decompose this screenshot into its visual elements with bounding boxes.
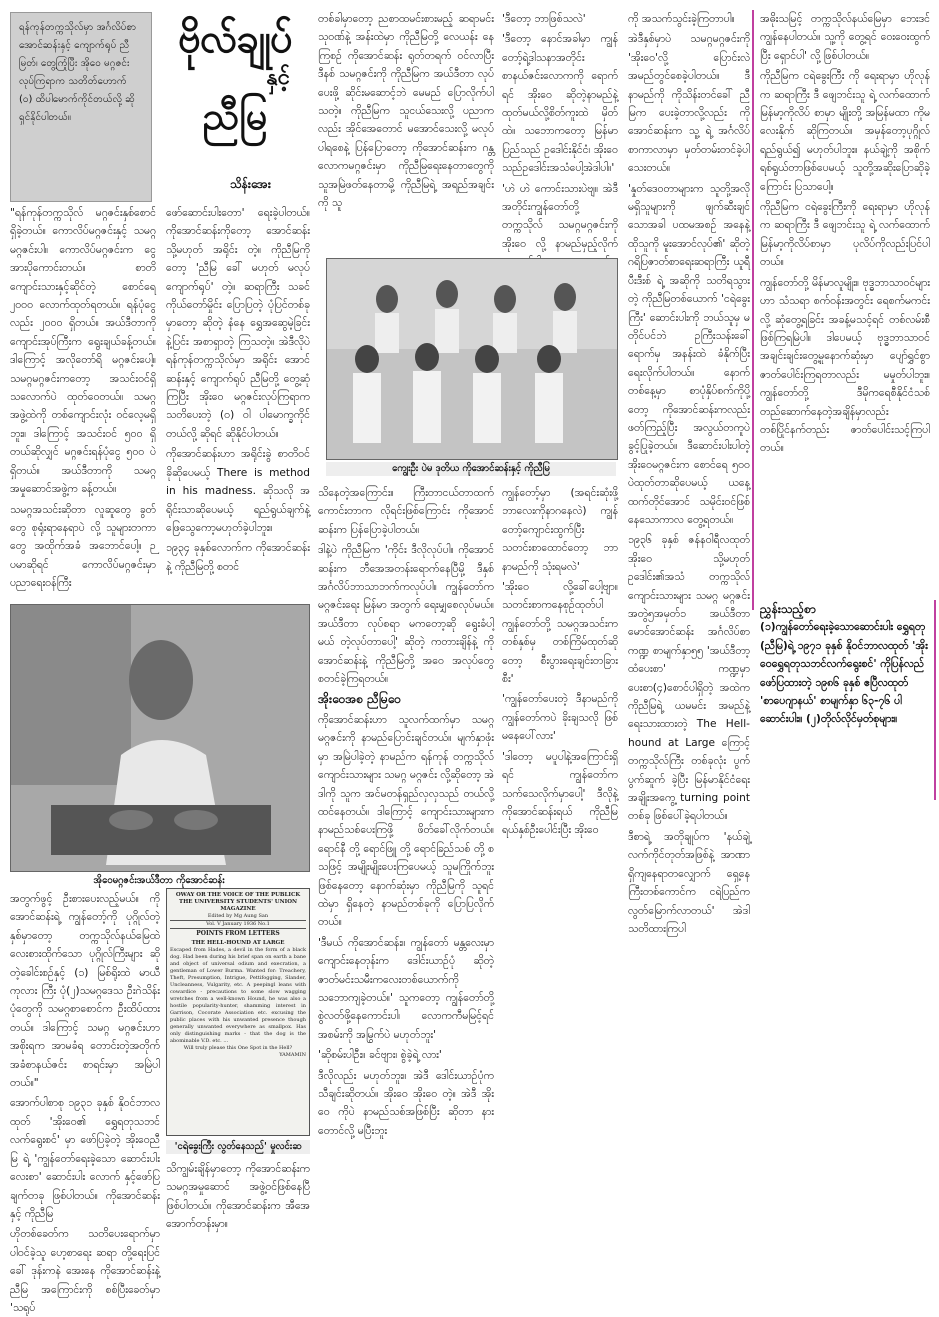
title-line-1: ဗိုလ်ချုပ် bbox=[178, 16, 292, 62]
paragraph: 'ဆိုစမ်းပါဦး။ ခင်ဗျား၊ စွဲခဲ့ရဲ့ လား' bbox=[318, 1049, 442, 1062]
column-1-top bbox=[10, 204, 156, 600]
clipping-header: OWAY OR THE VOICE OF THE PUBLICK THE UNIVERSITY STUDENTS' UNION MAGAZINE bbox=[175, 892, 301, 912]
paragraph: 'ကျွန်တော်ပေးတဲ့ ဒီနာမည်ကို ကျွန်တော်ကပဲ ခိုးချသလို ဖြစ်မနေပေါ်လား' bbox=[502, 693, 618, 743]
portrait-image bbox=[11, 605, 309, 871]
paragraph: သိနေတဲ့အကြောင်း။ ကြီးတာငယ်တာထက်ကောင်းတာက လိုရင်းဖြစ်ကြောင်း ကိုအောင်ဆန်းက ပြန်ပြောခဲ့ပါတယ်။ bbox=[318, 487, 494, 536]
paragraph: ကျွန်တော်တို့ မိန်မာလူမျိုး။ ဗုဒ္ဓဘာသာဝင်များဟာ သံသရာ စက်ဝန်းအတွင်း ရေစက်မကင်းလို့ ဆုံတွေ့ရခြင်း အခန့်မသင့်ရင် တစ်လမ်းစီ ဖြစ်ကြရမြဲပါ။ ဒါပေမယ့် ဗုဒ္ဓဘာသာဝင် အချင်းချင်းတွေ့မှုနောက်ဆုံးမှာ ပျော်ရွှင်စွာ ဇာတ်ပေါင်းကြရတာလည်း မမှုတ်ပါဘူး။ ကျွန်တော်တို့ ဒီမိုကရေစီနိုင်ငံသစ်တည်ဆောက်နေတဲ့အချိန်မှာလည်း တစ်ပြိုင်နက်တည်း ဇာတ်ပေါင်းသင့်ကြပါတယ်။ bbox=[760, 276, 930, 455]
article-title bbox=[160, 14, 310, 140]
paragraph: ကျွန်တော့်မှာ (အရင်းဆုံးဖို့ ဘာလေးကိုနာဂနေလဲ) ကျွန်တော့်ကျောင်းထွက်ပြီး သတင်းစာထောင်တော့ ဘာနာမည်ကို သုံးရမလဲ' bbox=[502, 487, 618, 573]
clipping-sign: YAMAMIN bbox=[279, 1052, 306, 1058]
paragraph: ၁၉၃၆ ခုနှစ် ဇန်နဝါရီလထုတ် အိုးဝေ သို့မဟုတ် ဥဒေါင်း၏အသံ တက္ကသိုလ်ကျောင်းသားများ သမဂ္ဂ မဂ္ဂဇင်းအတွဲ၅အမှတ်၁ အယ်ဒီတာ မောင်အောင်ဆန်း အင်္ဂလိပ်စာကဏ္ဍ စာမျက်နှာ၅၅ 'အယ်ဒီတာ့ထံပေးစာ' ကဏ္ဍမှာ ပေးစာ(၄)စောင်ပါရှိတဲ့ အထဲက ကိုညီမြရဲ့ ယမမင်း အမည်နဲ့ ရေးသားထားတဲ့ The Hell-hound at Large ကြောင့် တက္ကသိုလ်ကြီး တစ်ခုလုံး ပွက်ပွက်ဆူက် ခဲ့ပြီး မြန်မာနိုင်ငံရေး အချိုးအကွေ့ turning point တစ်ခု ဖြစ်ပေါ်ခဲ့ရပါတယ်။ bbox=[628, 534, 750, 823]
sources-heading: ညွှန်းသည့်စာ bbox=[760, 602, 816, 616]
clipping-vol: Vol. V January 1936 No.1 bbox=[170, 920, 306, 929]
paragraph: ကိုအောင်ဆန်းဟာ အရိုင်းခွဲ စာတိဝင်ခိုဆိုပေမယ့် There is method in his madness. ဆိုသလို အရိုင်းသာဆိုပေမယ့် ရည်ရွယ်ချက်နဲ့ ဖြေသွေကော့မဟုတ်ခဲ့ပါဘူး။ bbox=[166, 448, 310, 534]
column-4-bottom bbox=[502, 484, 618, 864]
paragraph: ဒီစာရဲ့ အတိုချုပ်က 'နယ်ချဲ့လက်ကိုင်တုတ်အဖြစ်နဲ့ အာဏာရှိကျနေရာတလျှောက် ရှေ့နေကြီးတစ်ကောင်က ငရဲပြည်က လွတ်မြောက်လာတယ်' အဲဒါ သတိထားကြပါ bbox=[628, 830, 750, 935]
paragraph: သိကျွမ်းချိန်မှာတော့ ကိုအောင်ဆန်းက သမဂ္ဂအမှုဆောင် အဖွဲ့ဝင်ဖြစ်နေပြီ ဖြစ်ပါတယ်။ ကိုအောင်ဆန်းက အီအေအောက်တန်းမှာ။ bbox=[166, 1163, 310, 1231]
photo-aung-san bbox=[10, 604, 310, 872]
column-3-bottom bbox=[318, 484, 494, 1260]
paragraph: ကိုအောင်ဆန်းဟာ သူလက်ထက်မှာ သမဂ္ဂမဂ္ဂဇင်းကို နာမည်ပြောင်းချင်တယ်။ မျက်နှာဖုံးမှာ အမြဲပါခဲ့တဲ့ နာမည်က ရန်ကုန် တက္ကသိုလ် ကျောင်းသားများ သမဂ္ဂ မဂ္ဂဇင်း လို့ဆိုတော့ အဲဒါကို သူက အင်မတန်ရှည်လှလှသည် တယ်လို့ ထင်နေတယ်။ ဒါကြောင့် ကျောင်းသားများက နာမည်သစ်ပေးကြဖို့ ဖိတ်ခေါ်လိုက်တယ်။ ရောင်နီ တို့ ရောင်ဖြူ တို့ ရောင်ခြည်သစ် တို့ စသဖြင့် အမျိုးမျိုးပေးကြပေမယ့် သူမကြိုက်ဘူးဖြစ်နေတော့ နောက်ဆုံးမှာ ကိုညီမြကို သူရင်ထဲမှာ ရှိနေတဲ့ နာမည်တစ်ခုကို ပြောပြလိုက်တယ်။ bbox=[318, 713, 494, 929]
column-4-top bbox=[502, 10, 618, 250]
paragraph: 'ဒီတော့ နောင်အခါမှာ ကျွန်တော့်ရဲ့ဒါသနာအတိုင်း စာနယ်ဇင်းလောကကို ရောက်ရင် အိုးဝေ ဆိုတဲ့နာမည်နဲ့ ထုတ်မယ်လို့စိတ်ကူးထဲ မှိတ်ထဲ။ သဘောကတော့ မြန်မာပြည်သည် ဥဒေါင်းနိုင်ငံ၊ အိုးဝေသည်ဥဒေါင်းအသံပေါ့အဲဒါပါ။' bbox=[502, 33, 618, 175]
column-5 bbox=[628, 10, 750, 935]
column-1-bottom bbox=[10, 890, 160, 1314]
paragraph: 'နှုတ်ဒေဝတာများက သူတို့အလိုမရှိသူများကို ဖျက်ဆီးချင်သောအခါ ပထမအစဉ် အနေနဲ့ ထိုသူကို မူးအောင်လုပ်၏' ဆိုတဲ့ ဂရိပြဇာတ်စာရေးဆရာကြီး ယူရီပီးဒီးစ် ရဲ့ အဆိုကို သတိရသွားတဲ့ ကိုညီမြတစ်ယောက် 'ငရဲခွေးကြီး' ဆောင်းပါးကို ဘယ်သူမှ မတိုင်ပင်ဘဲ ဥကြီးသန်းခေါ်ရောက်မှ အနန်းထဲ ခံနိုက်ပြီး ရေးလိုက်ပါတယ်။ နောက်တစ်နေ့မှာ စာပုံနှိပ်စက်ကိုပို့တော့ ကိုအောင်ဆန်းကလည်း ဖတ်ကြည့်ပြီး အလွယ်တကူပဲ ခွင့်ပြုခဲ့တယ်။ ဒီဆောင်းပါးပါတဲ့ အိုးဝေမဂ္ဂဇင်းက စောင်ရေ ၅၀၀ ပဲထုတ်တာဆိုပေမယ့် ယနေ့ထက်တိုင်အောင် သမိုင်းဝင်ဖြစ်နေသောကာလ တွေ့ရတယ်။ bbox=[628, 182, 750, 526]
paragraph: ကိုညီမြက ငရဲခွေးကြီး ကို ရေးရာမှာ ဟိုလုန်က ဆရာကြီး ဒီ ဖျေဘင်းသူ ရဲ့ လက်ထောက် မြန်မာ့ကိုလိပ် စာမှာ မျိုးတို့ အမြန်မထာ ကိုမလေးနိုက် ဆိုကြတယ်။ အမှန်တော့ပုဂ္ဂိုလ်ရည်ရွယ်၍ မဟုတ်ပါဘူး။ နယ်ချဲ့ကို အစိုက်ရစ်ရွယ်တာဖြစ်ပေမယ့် သူတို့အဆိုးပြောဆိုခဲ့ကြောင်း ပြသာပေါ့။ bbox=[760, 70, 930, 193]
group-photo bbox=[326, 258, 618, 460]
paragraph: 'ဒါတော့ မပူပါနဲ့အကြောင်းရှိရင် ကျွန်တော်က သက်သေလိုက်မှာပေါ့' ဒီလိုနဲ့ ကိုအောင်ဆန်းရယ် ကိုညီမြရယ်နှစ်ဦးပေါင်းပြီး အိုးဝေ bbox=[502, 750, 618, 837]
paragraph: ဖော်ဆောင်းပါးတော' ရေးခဲ့ပါတယ်။ ကိုအောင်ဆန်းကိုတော့ အောင်ဆန်း သို့မဟုတ် အရိုင်း တဲ့။ ကိုညီမြကိုတော့ 'ညီမြ ခေါ် မဟုတ် မလုပ် ကျောက်ရုပ်' တဲ့။ ဆရာကြီး သခင်ကိုယ်တော်မှိုင်း ပြောပြတဲ့ ပုံပြင်တစ်ခုမှာတော့ ဆိုတဲ့ နံနေ ရွှေအဆွေမဲ့ခြင်းနဲ့ပြင်း အစာရှာတဲ့ ကြသတဲ့။ အဲဒီလိုပဲ ရန်ကုန်တက္ကသိုလ်မှာ အရိုင်း အောင်ဆန်းနှင့် ကျောက်ရုပ် ညီမြတို့ တွေ့ဆုံကြပြီး အိုးဝေ မဂ္ဂဇင်းလုပ်ကြရာက သတိပေးတဲ့ (၀) ဝါ ပါမောက္ခကိုင်တယ်လို့ ဆိုရင် ဆိုနိုင်ပါတယ်။ bbox=[166, 207, 310, 440]
paragraph: "ရန်ကုန်တက္ကသိုလ် မဂ္ဂဇင်းနှစ်စောင် ရှိခဲ့တယ်။ ကောလိပ်မဂ္ဂဇင်းနှင့် သမဂ္ဂမဂ္ဂဇင်းပါ။ ကောလိပ်မဂ္ဂဇင်းက ငွေအားပိုကောင်းတယ်။ စာတိကျောင်းသားနှင့်ဆိုင်တဲ့ စောင်ရေ ၂၀၀၀ လောက်ထုတ်ရတယ်။ ရန်ပုံငွေလည်း ၂၀၀ဝ ရှိတယ်။ အယ်ဒီတာကို ကျောင်းအုပ်ကြီးက ရွေးချယ်ခန့်တယ်။ ဒါကြောင့် အလိုတော်ရိ မဂ္ဂဇင်းပေါ့။ သမဂ္ဂမဂ္ဂဇင်းကတော့ အသင်းဝင်ရှိသလောက်ပဲ ထုတ်ဝေတယ်။ သမဂ္ဂ အဖွဲ့ထဲကို တစ်ကျောင်းလုံး ဝင်လေ့မရှိဘူး။ ဒါကြောင့် အသင်းဝင် ၅၀၀ ရှိတယ်ဆိုလျှင် မဂ္ဂဇင်းရန်ပုံငွေ ၅၀၀ ပဲ ရှိတယ်။ အယ်ဒီတာကို သမဂ္ဂအမှုဆောင်အဖွဲ့က ခန့်တယ်။ bbox=[10, 207, 156, 496]
clipping-caption: 'ငရဲခွေးကြီး လွတ်နေသည်' မှုလင်းဆ bbox=[166, 1140, 310, 1154]
paragraph: ဒီလိုလည်း မဟုတ်ဘူး။ အဲဒီ ဒေါင်းယာဉ်ပုံက သီချင်းဆိုတယ်။ အိုးဝေ အိုးဝေ တဲ့။ အဲဒီ အိုးဝေ ကိုပဲ နာမည်သစ်အဖြစ်ပြီး ဆိုတာ နားတောင်လို့ မပြီးဘူး bbox=[318, 1069, 494, 1137]
sources-text: (၁)ကျွန်တော်ရေးခဲ့သောဆောင်းပါး ရွှေရတု (ညီမြ)ရဲ့ ၁၉၇၁ ခုနှစ် နိုဝင်ဘာလထုတ် 'အိုးဝေရွှေရတုသဘင်လက်ရွေးစင်' ကိုပြန်လည်ဖော်ပြထားတဲ့ ၁၉၈၆ ခုနှစ် ဧပြီလထုတ် 'စာပေဂျာနယ်' စာမျက်နှာ ၆၃-၇၆ ပါဆောင်းပါး။ (၂)တိုလ်လိုင်မှတ်စုများ။ bbox=[760, 621, 928, 726]
paragraph: ၁၉၃၄ ခုနှစ်လောက်က ကိုအောင်ဆန်းနဲ့ ကိုညီမြတို့ စတင် bbox=[166, 542, 310, 573]
paragraph: ကိုညီမြက ငရဲခွေးကြီးကို ရေးရာမှာ ဟိုလုန်က ဆရာကြီး ဒီ ဖျေဘင်းသူ ရဲ့ လက်ထောက် မြန်မာ့ကိုလိပ်စာမှာ ပုလိပ်ကိုလည်းပြင်ပါတယ်။ bbox=[760, 201, 930, 269]
column-6 bbox=[760, 10, 930, 590]
margin-mark bbox=[934, 600, 936, 800]
intro-box bbox=[10, 12, 152, 202]
paragraph: တစ်ခါမှာတော့ ညစာထမင်းစားမည့် ဆရာမင်းသုဝဏ်နဲ့ အန်းထဲမှာ ကိုညီမြတို့ လေယန်း နေကြစဉ် ကိုအောင်ဆန်း ရုတ်တရက် ဝင်လာပြီး ဒီနစ် သမဂ္ဂဇင်းကို ကိုညီမြက အယ်ဒီတာ လုပ်ပေးဖို့ ဆိုင်းမဆောင့်ဘဲ မေမည် ပြောလိုက်ပါသတဲ့။ ကိုညီမြက သူငယ်သေးလို့ ပညာကလည်း အိုင်အေတောင် မအောင်သေးလို့ မလုပ်ပါရစေနဲ့ ပြန်ပြောတော့ ကိုအောင်ဆန်းက ဂန္တလောကမဂ္ဂဇင်းမှာ ကိုညီမြရေးနေတာတွေကို သူအမြဲဖတ်နေတာမို့ ကိုညီမြရဲ့ အရည်အချင်းကို သူ bbox=[318, 13, 494, 210]
paragraph: 'အိုးဝေ လို့ခေါ်ပေါ့ဗျာ။ သတင်းစာကနေစုဉ်ထုတ်ပါကျွန်တော်တို့ သမဂ္ဂအသင်းက တစ်နှစ်မှ တစ်ကြိမ်ထုတ်ဆိုတော့ စီးပွားရေးချင်းတခြား စီး' bbox=[502, 581, 618, 686]
paragraph: အဲဒီနှစ်မှာပဲ သမဂ္ဂမဂ္ဂဇင်းကို 'အိုးဝေ'လို့ ပြောင်းလဲအမည်တွင်စေခဲ့ပါတယ်။ ဒီနာမည်ကို ကိုသိန်းတင်ခေါ် ညီမြက ပေးခဲ့တာလို့လည်း ကိုအောင်ဆန်းက သူ့ ရဲ့ အင်္ဂလိပ်စာကာလာမှာ မှတ်တမ်းတင်ခဲ့ပါသေးတယ်။ bbox=[628, 33, 750, 175]
magazine-clipping bbox=[166, 888, 310, 1136]
paragraph: အတွက်ဖွင့် ဦးစားပေးလည့်မယ်။ ကိုအောင်ဆန်းရဲ့ ကျွန်တော့်ကို ပုဂ္ဂိုလ်တဲ့ နှစ်မှာတော့ တက္ကသိုလ်နယ်မြေထဲ လေးစားထိုက်သော ပုဂ္ဂိုလ်ကြီးများ ဆိုတဲ့ခေါင်းစဉ်နှင့် (၁) မြစ်ရိုးထဲ မာယီကုလား ကြီး ပုံ(၂)သမဂ္ဂဒေသ ဦးဂဲသိန်းပုံတွေကို သမဂ္ဂစာစောင်က ဦးထိပ်ထားတယ်။ ဒါကြောင့် သမဂ္ဂ မဂ္ဂဇင်းဟာ အစိုးရက အာမခံရ တောင်းတဲ့အတိုက် အခံစာနယ်ဇင်း စာရင်းမှာ အမြဲပါတယ်။" bbox=[10, 893, 160, 1090]
section-title: အိုးဝေအစ ညီမြဝေ bbox=[318, 692, 401, 707]
group-photo-image bbox=[327, 259, 617, 459]
margin-mark bbox=[752, 10, 754, 610]
paragraph: ကို အသက်သွင်းခဲ့ကြတာပါ။ bbox=[628, 13, 735, 25]
clipping-footer: Will truly please this One Spot in the Hell? bbox=[183, 1045, 293, 1051]
paragraph: ဒါနဲ့ပဲ ကိုညီမြက 'ကိုင်း ဒီလိုလုပ်ပါ။ ကိုအောင်ဆန်းက ဘီအေအတန်းရောက်နေပြီမို့ ဒီနှစ် အင်္ဂလိပ်ဘာသာဘက်ကလုပ်ပါ။ ကျွန်တော်က မဂ္ဂဇင်းရေး မြန်မာ အတွက် ရေးမျှစေလုပ်မယ်။ အယ်ဒီတာ လုပ်စရာ မကတော့ဆို ရွေးခံပါ့ မယ် တဲ့လုပ်တာပေါ့' ဆိုတဲ့ ကတားချိန်နဲ့ ကိုအောင်ဆန်းနဲ့ ကိုညီမြတို့ အဝေ အလုပ်တွေစတင်ခဲ့ကြရတယ်။ bbox=[318, 544, 494, 686]
clipping-body: Escaped from Hades, a devil in the form of a black dog. Had been during his brief span on earth a bane and object of universal odium and execration, a gentleman of Lower Burma. Wanted for: Treachery, Theft, Presumption, Intrigue, Pettifogging, Slander, Uncleanness, Vulgarity, etc. A peepingl leans with cowardice - precautions to some slow wagging wretches from a well-known Hound, he was also a hostile popularity-hunter, shamming interest in Garrison, Cocorate Association etc. excusing the public places with his unwanted presence though generally unwanted everywhere as smallpox. Has only distinguishing marks - that the dog is the abominable V.D. etc. ... bbox=[170, 947, 306, 1044]
group-photo-caption: ကျွေးဦး ပဲမ ဒုတိယ ကိုအောင်ဆန်းနှင့် ကိုညီမြ bbox=[326, 462, 616, 476]
photo-aung-san-caption: အိုဝေမဂ္ဂဇင်းအယ်ဒီတာ ကိုအောင်ဆန်း bbox=[93, 875, 225, 886]
paragraph: 'ဒီတော့ ဘာဖြစ်သလဲ' bbox=[502, 13, 586, 25]
paragraph: အဓိုးသမြင့် တက္ကသိုလ်နယ်မြေမှာ ဘေး​ဒင်ကျွန်နေပါတယ်။ သူ့ကို တွေ့ရင် ဝေးဝေးထွက်ပြီး ရှောင်ပါ' လို့ ဖြစ်ပါတယ်။ bbox=[760, 13, 930, 62]
author-byline: သိန်းအေး bbox=[230, 177, 271, 191]
title-line-3: ညီမြ bbox=[202, 94, 268, 138]
title-line-2: နှင့် bbox=[266, 65, 290, 90]
clipping-editor: Edited by Mg Aung San bbox=[207, 913, 269, 919]
column-2-top bbox=[166, 204, 310, 600]
clipping-article-title: THE HELL-HOUND AT LARGE bbox=[191, 940, 285, 946]
paragraph: ဟိုတစ်ခေတ်က သတိပေးရောက်မှာ ပါဝင်ခဲ့သူ ပော့စာရေး ဆရာ တို့ရေးပြင်ခေါ် ဒုန်းကနဲ အေးနေ ကိုအောင်ဆန်းနဲ့ ညီမြ အကြောင်းကို စစ်ပြီးခေတ်မှာ 'သရုပ် bbox=[10, 1228, 160, 1314]
paragraph: အောက်ပါစာစု ၁၉၃၁ ခုနှစ် နိုဝင်ဘာလထုတ် 'အိုးဝေ၏ ရွှေရတုသဘင် လက်ရွေးစင်' မှာ ဖော်ပြခဲ့တဲ့ အိုးဝေညီမြ ရဲ့ 'ကျွန်တော်ရေးခဲ့သော ဆောင်းပါးလေးစာ' ဆောင်းပါး လောက် နှင့်ဖော်ပြချက်တခု ဖြစ်ပါတယ်။ ကိုအောင်ဆန်းနှင့် ကိုညီမြ bbox=[10, 1097, 160, 1220]
intro-text: ရန်ကုန်တက္ကသိုလ်မှာ အင်္ဂလိပ်စာ အောင်ဆန်းနှင့် ကျောက်ရုပ် ညီမြတ်၊ တွေ့ကြုံပြီး အိုဝေ မဂ္ဂဇင်းလုပ်ကြရာက သတိတ်ဟောက် (၀) ထိပါမောက်ကိုင်တယ်လို့ ဆိုရှင်နိုင်ပါတယ်။ bbox=[19, 22, 137, 123]
clipping-section: POINTS FROM LETTERS bbox=[196, 930, 280, 937]
paragraph: 'ဟဲ ဟဲ ကောင်းသားပဲဗျ။ အဲဒီ အတိုင်းကျွန်တော်တို့ တက္ကသိုလ် သမဂ္ဂမဂ္ဂဇင်းကို အိုးဝေ လို့ နာမည်မှည့်လိုက် bbox=[502, 182, 618, 250]
column-3-top bbox=[318, 10, 494, 250]
paragraph: သမဂ္ဂအသင်းဆိုတာ လူဆူတွေ ခွတ်တွေ စုရုံးရာနေရာပဲ လို့ သူများတကာတွေ အထိုက်အခံ အဘောင်ပေါ့။ ဉပမာဆိုရင် ကောလိပ်မဂ္ဂဇင်းမှာ ပညာရေးဝန်ကြီး bbox=[10, 503, 156, 590]
column-2-bottom bbox=[166, 1160, 310, 1260]
sources-note bbox=[760, 600, 930, 800]
paragraph: 'ဒီမယ် ကိုအောင်ဆန်း။ ကျွန်တော် မန္တလေးမှာ ကျောင်းနေတုန်းက ဒေါင်းယာဉ်ပုံ ဆိုတဲ့ ဇာတ်မင်းသမီးကလေးတစ်ယောက်ကို သဘောကျခဲ့တယ်။' သူကတော့ ကျွန်တော်တို့ စွဲလတ်ဖို့နေကောင်းပါ၊ လောကကီမမြင့်ရင် အစမ်းကို အမြွက်ပဲ မဟုတ်ဘူး' bbox=[318, 936, 494, 1041]
